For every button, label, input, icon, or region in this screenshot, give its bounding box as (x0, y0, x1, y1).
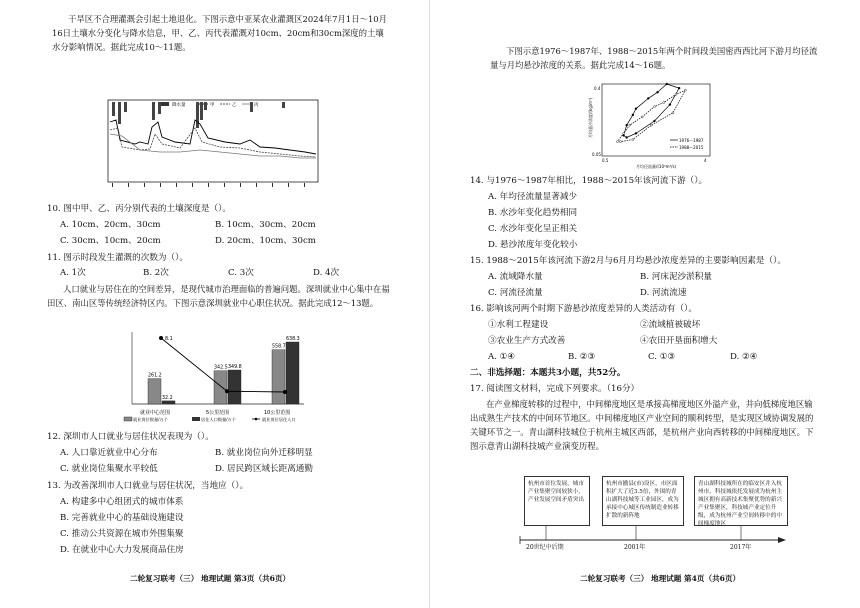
ratio-label: 8.1 (165, 337, 173, 342)
bar-label-0-2: 558.7 (272, 344, 286, 350)
legend-yi: 乙 (232, 103, 237, 108)
timeline-box-1: 杭州市首位发展，城市产业集聚空间较狭小，产业发展空间矛盾突出 (524, 476, 590, 526)
timeline-box-2: 杭州市撤县(市)设区，市区面积扩大了近3.5倍，外围的青山湖科技城等工业园区，成为承接中心城区传统制造业转移扩散的新阵地 (602, 476, 684, 526)
category-label-1: 就业中心范围 (140, 410, 171, 416)
fig3-point-1-6 (650, 124, 652, 126)
fig3-point-1-7 (632, 139, 634, 141)
rain-bar (124, 102, 127, 112)
q11-stem: 11. 图示时段发生灌溉的次数为（）。 (47, 253, 189, 263)
q14-option-b[interactable]: B. 水沙年变化趋势相同 (488, 208, 578, 218)
y-tick-0.4: 0.4 (594, 86, 601, 91)
q13-option-c[interactable]: C. 推动公共资源在城市外围集聚 (60, 529, 184, 539)
timeline-box-3: 青山湖科技城所在的临安区并入杭州市，科技城依托发展成为杭州主城区拥有高新技术集聚优势的新兴产业集聚区，科技城产业定位升级，成为杭州产业空间转移中的中间梯度地区 (694, 476, 788, 526)
fig3-point-1-8 (620, 141, 622, 143)
fig3-point-1-11 (629, 124, 631, 126)
q12-option-b[interactable]: B. 就业岗位向外迁移明显 (215, 448, 313, 458)
q16-item-2: ②流域植被破坏 (640, 320, 701, 330)
q10-option-c[interactable]: C. 30cm、10cm、20cm (60, 236, 161, 246)
page-footer-4: 二轮复习联考（三） 地理试题 第4页（共6页） (580, 574, 741, 583)
bar-label-0-0: 261.2 (148, 373, 162, 379)
q13-option-b[interactable]: B. 完善就业中心的基础设施建设 (60, 513, 184, 523)
fig3-point-0-6 (653, 120, 655, 122)
fig3-point-0-4 (678, 87, 680, 89)
q15-option-c[interactable]: C. 河流径流量 (488, 288, 543, 298)
q10-option-b[interactable]: B. 10cm、30cm、20cm (215, 220, 316, 230)
q10-option-a[interactable]: A. 10cm、20cm、30cm (60, 220, 161, 230)
q12-option-d[interactable]: D. 居民跨区域长距离通勤 (215, 464, 313, 474)
fig3-point-1-10 (623, 132, 625, 134)
rain-bar (204, 102, 207, 110)
q14-option-c[interactable]: C. 水沙年变化呈正相关 (488, 224, 578, 234)
page-footer-3: 二轮复习联考（三） 地理试题 第3页（共6页） (130, 574, 291, 583)
svg-text:就业岗位居住人口: 就业岗位居住人口 (262, 417, 296, 422)
bar-label-1-1: 349.8 (228, 365, 242, 371)
q11-option-d[interactable]: D. 4次 (313, 268, 340, 278)
x-tick-4: 4 (704, 158, 707, 163)
fig3-point-1-2 (663, 102, 665, 104)
bar-0-0 (148, 379, 161, 404)
legend-jia: 甲 (210, 103, 215, 108)
legend-1976-1987: 1976～1987 (679, 138, 704, 143)
bar-1-1 (228, 370, 241, 404)
legend-bing: 丙 (254, 103, 259, 108)
q12-option-c[interactable]: C. 就业岗位集聚水平较低 (60, 464, 158, 474)
rain-bar (250, 102, 253, 112)
q16-option-b[interactable]: B. ②③ (568, 352, 596, 362)
category-label-3: 10公里范围 (264, 410, 291, 416)
rain-bar (152, 102, 155, 120)
q11-option-a[interactable]: A. 1次 (60, 268, 86, 278)
q14-option-d[interactable]: D. 悬沙浓度年变化较小 (488, 240, 578, 250)
fig3-point-0-7 (635, 132, 637, 134)
q16-item-3: ③农业生产方式改善 (488, 336, 566, 346)
timeline-label-2: 2001年 (624, 544, 646, 551)
shenzhen-job-housing-chart (118, 328, 316, 426)
fig3-point-0-11 (632, 114, 634, 116)
section-2-heading: 二、非选择题：本题共3小题，共52分。 (470, 368, 626, 378)
q13-option-d[interactable]: D. 在就业中心大力发展商品住房 (60, 545, 184, 555)
rain-bar (200, 102, 203, 120)
fig3-point-0-5 (669, 104, 671, 106)
fig3-point-1-4 (684, 89, 686, 91)
legend-1988-2015: 1988～2015 (679, 145, 704, 150)
rain-bar (282, 102, 285, 108)
rain-bar (112, 102, 115, 116)
soil-x-ticks (112, 183, 305, 187)
q16-item-1: ①水利工程建设 (488, 320, 549, 330)
soil-moisture-chart (100, 92, 332, 200)
q12-stem: 12. 深圳市人口就业与居住状况表现为（）。 (47, 432, 214, 442)
mississippi-sediment-chart (588, 78, 716, 170)
fig3-point-0-1 (647, 97, 649, 99)
svg-text:居住人口数量/万个: 居住人口数量/万个 (201, 417, 236, 422)
intro-q10-11: 干旱区不合理灌溉会引起土地退化。下图示意中亚某农业灌溉区2024年7月1日～10月16日土壤水分变化与降水信息，甲、乙、丙代表灌溉对10cm、20cm和30cm深度的土壤水分影响情况。据此完成10～11题。 (52, 14, 387, 52)
bar-label-0-1: 342.5 (214, 365, 228, 371)
q15-stem: 15. 1988～2015年该河流下游2月与6月月均悬沙浓度差异的主要影响因素是（）。 (470, 256, 786, 266)
q10-option-d[interactable]: D. 20cm、10cm、30cm (215, 236, 316, 246)
rain-bar (158, 102, 161, 114)
fig3-point-0-3 (666, 83, 668, 85)
q16-option-c[interactable]: C. ①③ (648, 352, 676, 362)
q17-material: 在产业梯度转移的过程中，中间梯度地区是承接高梯度地区外溢产业，并向低梯度地区输出成熟生产技术的中间环节地区。中间梯度地区产业空间的顺利转型，是实现区域协调发展的关键环节之一。青山湖科技城位于杭州主城区西部，是杭州产业向西转移的中间梯度地区。下图示意青山湖科技城产业演变历程。 (470, 399, 814, 451)
fig3-point-1-1 (653, 106, 655, 108)
exam-page-4 (430, 0, 860, 608)
q17-stem: 17. 阅读图文材料，完成下列要求。（16分） (470, 384, 640, 394)
fig3-point-0-2 (657, 91, 659, 93)
q10-stem: 10. 图中甲、乙、丙分别代表的土壤深度是（）。 (47, 204, 231, 214)
bar-label-1-0: 32.2 (162, 395, 173, 401)
fig3-point-1-3 (675, 93, 677, 95)
fig3-point-0-9 (623, 134, 625, 136)
q15-option-d[interactable]: D. 河流流速 (640, 288, 687, 298)
fig3-point-0-8 (626, 136, 628, 138)
ratio-dot-1 (225, 389, 229, 393)
intro-q14-16: 下图示意1976～1987年、1988～2015年两个时间段美国密西西比河下游月均径流量与月均悬沙浓度的关系。据此完成14～16题。 (490, 46, 818, 70)
q16-option-d[interactable]: D. ②④ (730, 352, 758, 362)
q16-stem: 16. 影响该河两个时期下游悬沙浓度差异的人类活动有（）。 (470, 304, 697, 314)
fig3-point-1-0 (641, 116, 643, 118)
q13-stem: 13. 为改善深圳市人口就业与居住状况，当地应（）。 (47, 481, 249, 491)
bar-0-2 (272, 350, 285, 404)
q16-item-4: ④农田开垦面积增大 (640, 336, 718, 346)
fig3-point-1-9 (616, 141, 618, 143)
q12-option-a[interactable]: A. 人口靠近就业中心分布 (60, 448, 158, 458)
category-label-2: 5公里范围 (206, 410, 230, 416)
x-tick-0.5: 0.5 (602, 158, 609, 163)
bar-1-2 (286, 342, 299, 404)
bar-legend (124, 416, 296, 423)
rain-bar (118, 102, 121, 124)
q14-stem: 14. 与1976～1987年相比，1988～2015年该河流下游（）。 (470, 176, 708, 186)
legend-rain: 降水量 (172, 103, 186, 108)
fig3-point-0-0 (635, 108, 637, 110)
qingshanhu-timeline (516, 476, 792, 556)
bar-0-1 (214, 371, 227, 404)
bar-label-1-2: 638.3 (286, 336, 300, 342)
bars (148, 342, 299, 404)
bar-1-0 (162, 401, 175, 404)
q11-option-b[interactable]: B. 2次 (143, 268, 169, 278)
q11-option-c[interactable]: C. 3次 (228, 268, 254, 278)
ratio-dot-2 (283, 390, 287, 394)
fig3-point-0-10 (626, 124, 628, 126)
fig3-y-axis-label: 月均悬沙浓度/(kg/m³) (588, 97, 593, 138)
y-tick-0.05: 0.05 (592, 152, 601, 157)
timeline-label-3: 2017年 (730, 544, 752, 551)
rain-bar (196, 102, 199, 128)
ratio-dot-0 (159, 336, 163, 340)
fig3-x-axis-label: 月均径流量/(10⁴m³/s) (636, 164, 677, 169)
svg-text:就业岗位数量/万个: 就业岗位数量/万个 (133, 417, 168, 422)
q15-option-b[interactable]: B. 河床泥沙淤积量 (640, 272, 712, 282)
q13-option-a[interactable]: A. 构建多中心组团式的城市体系 (60, 497, 184, 507)
fig3-point-1-5 (672, 112, 674, 114)
intro-q12-13: 人口就业与居住在的空间差异，是现代城市治理面临的普遍问题。深圳就业中心集中在福田区、南山区等传统经济特区内。下图示意深圳就业中心职住状况。据此完成12～13题。 (47, 284, 390, 308)
q15-option-a[interactable]: A. 流域降水量 (488, 272, 543, 282)
q16-option-a[interactable]: A. ①④ (488, 352, 516, 362)
q14-option-a[interactable]: A. 年均径流量显著减少 (488, 192, 578, 202)
timeline-label-1: 20世纪中后期 (526, 544, 564, 551)
